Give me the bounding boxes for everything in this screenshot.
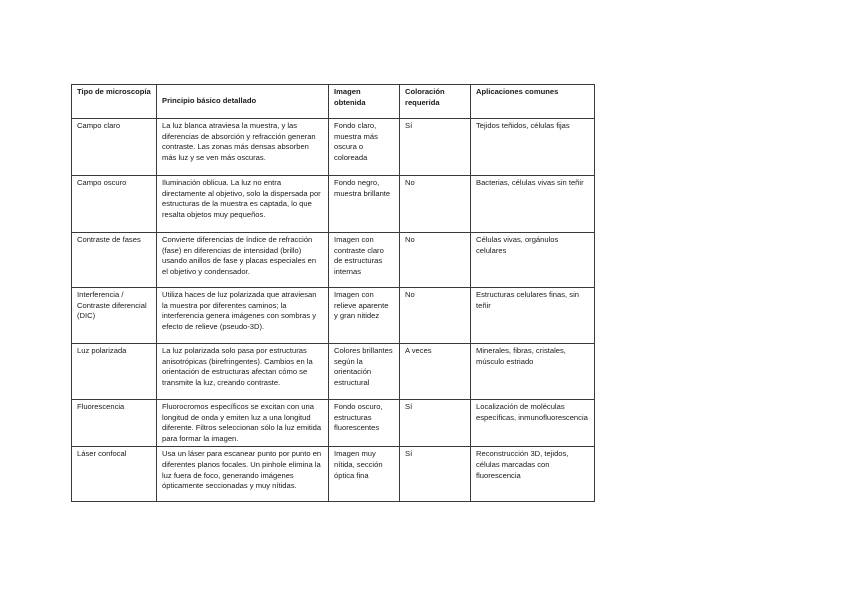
cell-coloracion: No: [400, 233, 471, 288]
microscopy-comparison-table: [71, 84, 595, 502]
cell-imagen: Fondo oscuro, estructuras fluorescentes: [329, 400, 400, 447]
table-row: [72, 119, 595, 176]
cell-principio: Convierte diferencias de índice de refracción (fase) en diferencias de intensidad (brillo) usando anillos de fase y placas especiales en el objetivo y condensador.: [157, 233, 329, 288]
cell-principio: Usa un láser para escanear punto por punto en diferentes planos focales. Un pinhole elimina la luz fuera de foco, generando imágenes ópticamente seccionadas y muy nítidas.: [157, 447, 329, 502]
cell-coloracion: Sí: [400, 400, 471, 447]
table-row: [72, 288, 595, 344]
cell-tipo: Campo oscuro: [72, 176, 157, 233]
cell-coloracion: Sí: [400, 447, 471, 502]
header-tipo: Tipo de microscopía: [72, 85, 157, 119]
cell-principio: La luz blanca atraviesa la muestra, y las diferencias de absorción y refracción generan contraste. Las zonas más densas absorben más luz y se ven más oscuras.: [157, 119, 329, 176]
table-row: [72, 447, 595, 502]
cell-aplicaciones: Estructuras celulares finas, sin teñir: [471, 288, 595, 344]
cell-imagen: Colores brillantes según la orientación estructural: [329, 344, 400, 400]
cell-coloracion: A veces: [400, 344, 471, 400]
header-coloracion: Coloración requerida: [400, 85, 471, 119]
table-row: [72, 233, 595, 288]
header-aplicaciones: Aplicaciones comunes: [471, 85, 595, 119]
cell-imagen: Imagen con relieve aparente y gran nitidez: [329, 288, 400, 344]
cell-tipo: Láser confocal: [72, 447, 157, 502]
cell-principio: Iluminación oblicua. La luz no entra directamente al objetivo, solo la dispersada por estructuras de la muestra es captada, lo que resalta objetos muy pequeños.: [157, 176, 329, 233]
header-principio: Principio básico detallado: [157, 85, 329, 119]
cell-aplicaciones: Tejidos teñidos, células fijas: [471, 119, 595, 176]
cell-tipo: Contraste de fases: [72, 233, 157, 288]
table-row: [72, 344, 595, 400]
cell-principio: La luz polarizada solo pasa por estructuras anisotrópicas (birefringentes). Cambios en la orientación de estructuras afectan cómo se transmite la luz, creando contraste.: [157, 344, 329, 400]
cell-tipo: Fluorescencia: [72, 400, 157, 447]
cell-imagen: Fondo negro, muestra brillante: [329, 176, 400, 233]
cell-principio: Utiliza haces de luz polarizada que atraviesan la muestra por diferentes caminos; la interferencia genera imágenes con sombras y efecto de relieve (pseudo-3D).: [157, 288, 329, 344]
cell-imagen: Imagen con contraste claro de estructuras internas: [329, 233, 400, 288]
cell-aplicaciones: Minerales, fibras, cristales, músculo estriado: [471, 344, 595, 400]
cell-coloracion: Sí: [400, 119, 471, 176]
cell-imagen: Fondo claro, muestra más oscura o coloreada: [329, 119, 400, 176]
cell-coloracion: No: [400, 176, 471, 233]
cell-tipo: Campo claro: [72, 119, 157, 176]
header-imagen: Imagen obtenida: [329, 85, 400, 119]
cell-imagen: Imagen muy nítida, sección óptica fina: [329, 447, 400, 502]
table-row: [72, 400, 595, 447]
cell-aplicaciones: Reconstrucción 3D, tejidos, células marcadas con fluorescencia: [471, 447, 595, 502]
table-row: [72, 176, 595, 233]
cell-aplicaciones: Células vivas, orgánulos celulares: [471, 233, 595, 288]
cell-aplicaciones: Localización de moléculas específicas, inmunofluorescencia: [471, 400, 595, 447]
cell-principio: Fluorocromos específicos se excitan con una longitud de onda y emiten luz a una longitud diferente. Filtros seleccionan sólo la luz emitida para formar la imagen.: [157, 400, 329, 447]
cell-tipo: Luz polarizada: [72, 344, 157, 400]
cell-coloracion: No: [400, 288, 471, 344]
table-header-row: [72, 85, 595, 119]
cell-tipo: Interferencia / Contraste diferencial (DIC): [72, 288, 157, 344]
cell-aplicaciones: Bacterias, células vivas sin teñir: [471, 176, 595, 233]
